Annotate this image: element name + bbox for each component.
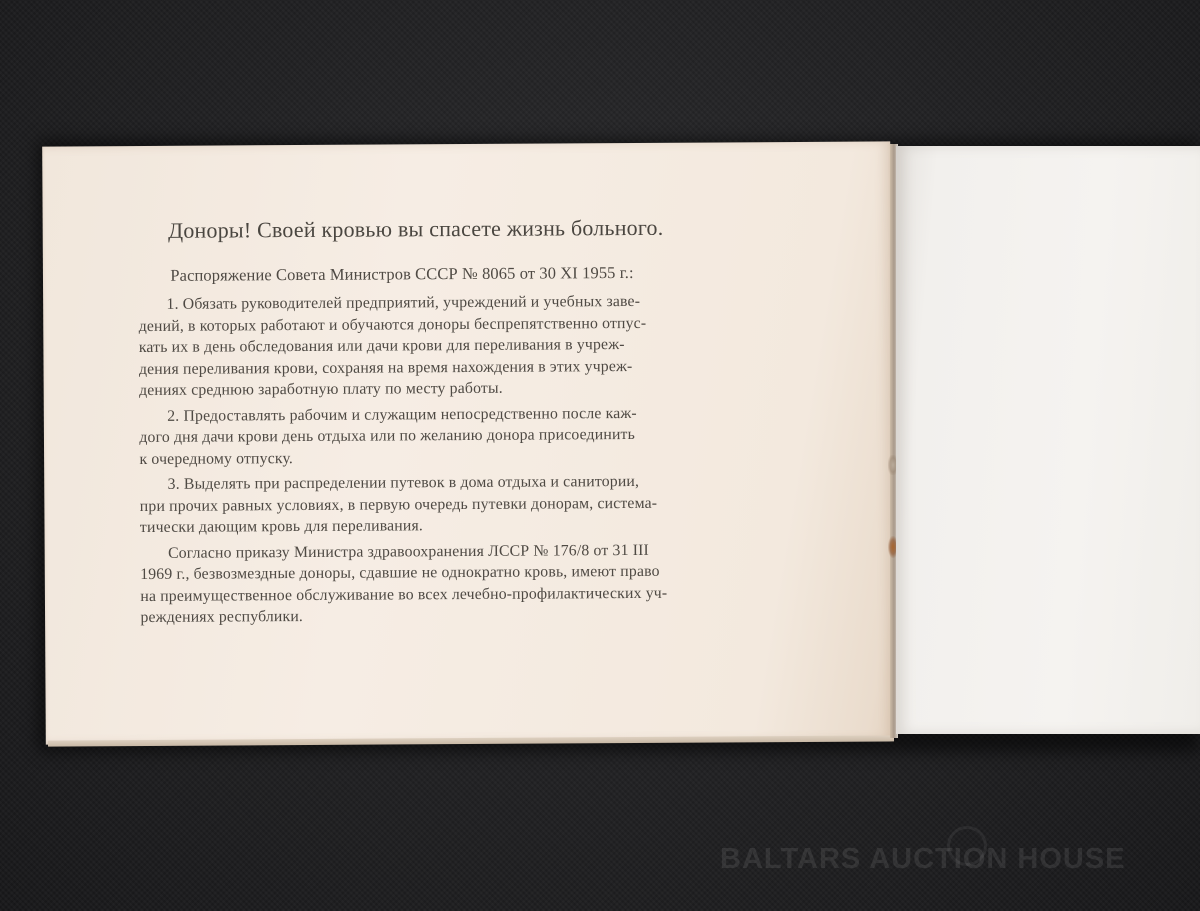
paragraph-line: 3. Выделять при распределении путевок в дома отдыха и санитории, — [167, 472, 640, 493]
document-text — [138, 213, 880, 628]
paragraph-line: Согласно приказу Министра здравоохранения ЛССР № 176/8 от 31 III — [167, 541, 649, 562]
paragraph-line: кать их в день обследования или дачи крови для переливания в учреж- — [138, 336, 625, 356]
paragraph-line: 1. Обязать руководителей предприятий, учреждений и учебных заве- — [166, 292, 641, 313]
page-headline: Доноры! Своей кровью вы спасете жизнь больного. — [167, 214, 664, 243]
paragraph-line: дения переливания крови, сохраняя на время нахождения в этих учреж- — [138, 357, 633, 378]
paragraph-line: дого дня дачи крови день отдыха или по желанию донора присоединить — [139, 425, 635, 446]
order-title: Распоряжение Совета Министров СССР № 8065 от 30 XI 1955 г.: — [170, 262, 634, 285]
booklet — [40, 138, 1200, 750]
paragraph-line: 2. Предоставлять рабочим и служащим непосредственно после каж- — [167, 404, 637, 425]
paragraph-line: на преимущественное обслуживание во всех лечебно-профилактических уч- — [140, 584, 668, 605]
right-page — [896, 146, 1200, 734]
paragraph-4 — [140, 538, 881, 629]
paragraph-line: реждениях республики. — [140, 607, 304, 626]
auction-watermark: BALTARS AUCTION HOUSE — [720, 843, 1126, 875]
paragraph-line: к очередному отпуску. — [139, 449, 294, 468]
paragraph-line: дений, в которых работают и обучаются доноры беспрепятственно отпус- — [138, 314, 647, 335]
paragraph-2 — [139, 401, 879, 470]
paragraph-line: тически дающим кровь для переливания. — [139, 517, 424, 536]
paragraph-line: при прочих равных условиях, в первую очередь путевки донорам, система- — [139, 494, 658, 515]
paragraph-3 — [140, 469, 880, 538]
paragraph-1 — [138, 289, 879, 401]
paragraph-line: дениях среднюю заработную плату по месту работы. — [139, 379, 503, 399]
paragraph-line: 1969 г., безвозмездные доноры, сдавшие не однократно кровь, имеют право — [140, 562, 660, 583]
